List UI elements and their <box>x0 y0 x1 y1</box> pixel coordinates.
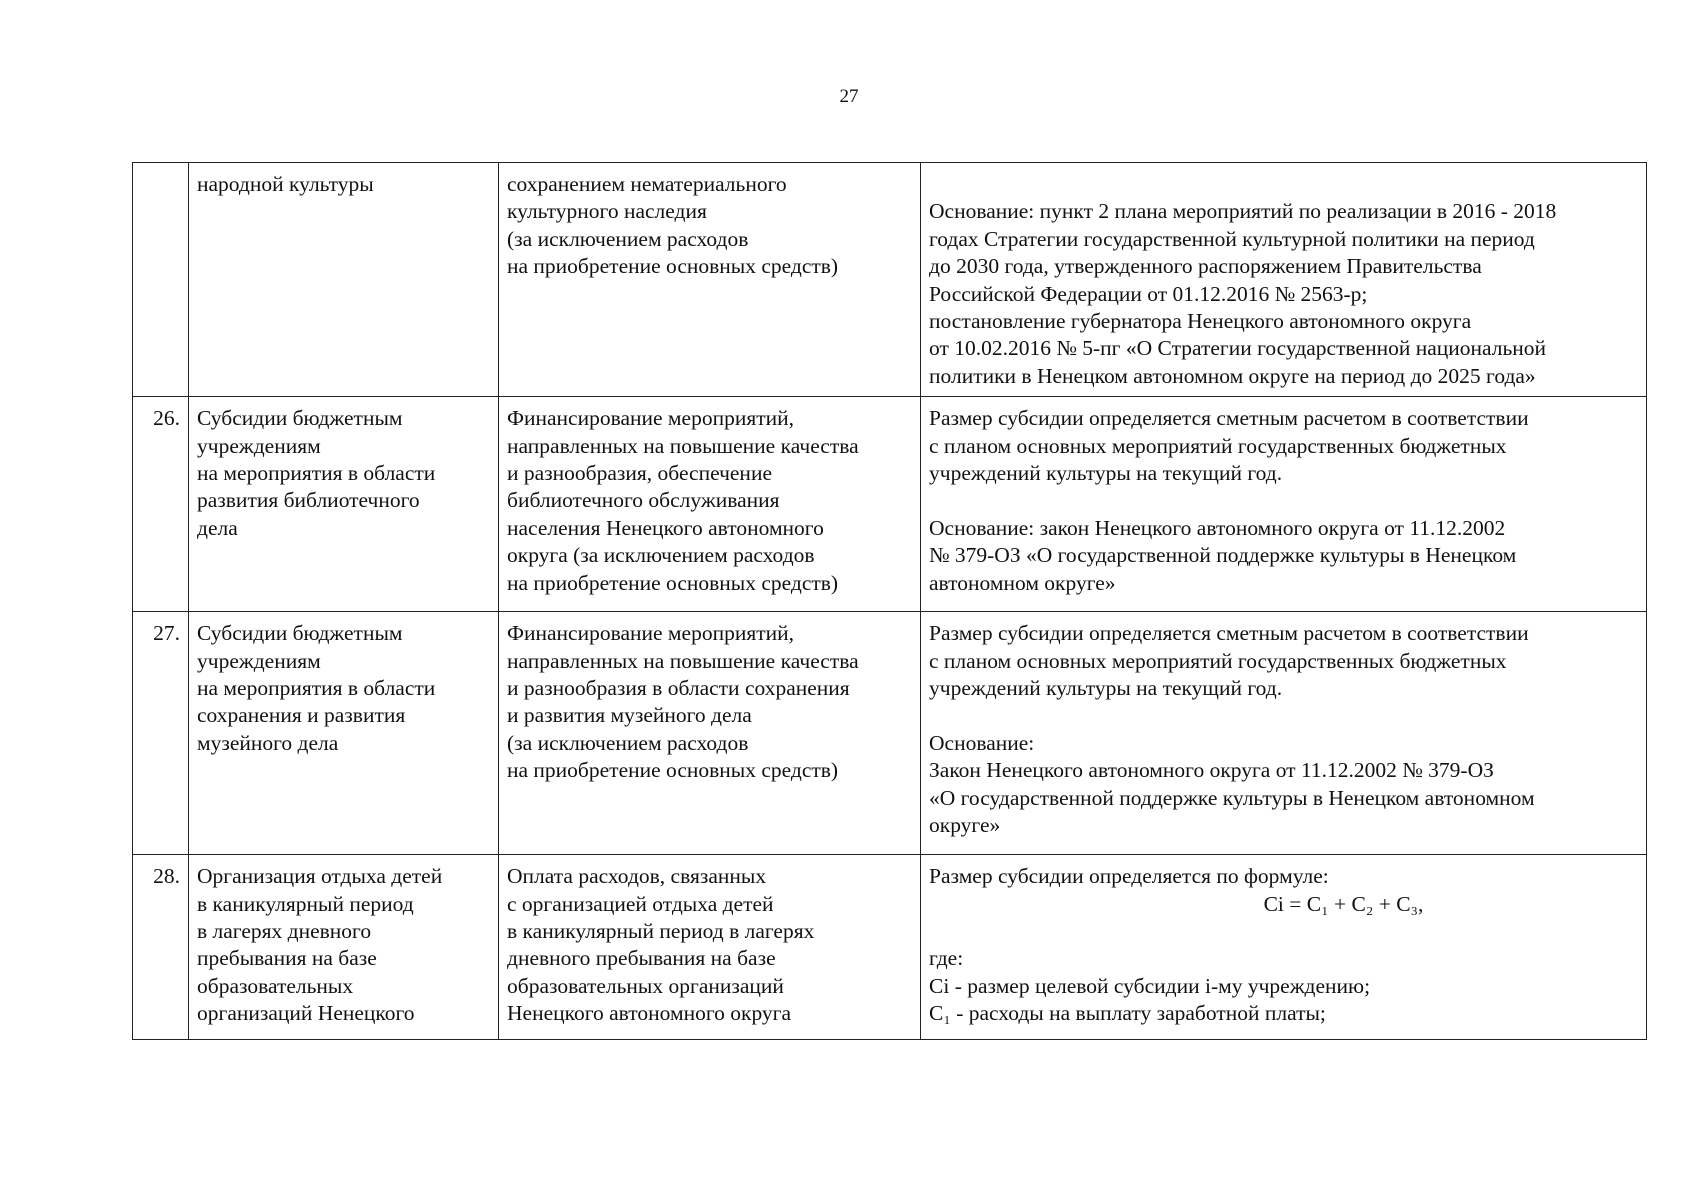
purpose-cell <box>499 612 921 855</box>
text-line: где: <box>929 946 964 971</box>
text-line: на мероприятия в области <box>197 461 436 486</box>
text-line: Основание: закон Ненецкого автономного округа от 11.12.2002 <box>929 515 1506 540</box>
text-line: (за исключением расходов <box>507 226 749 251</box>
text-line: политики в Ненецком автономном округе на период до 2025 года» <box>929 363 1536 388</box>
text-line: с планом основных мероприятий государственных бюджетных <box>929 433 1507 458</box>
text-line: Размер субсидии определяется сметным расчетом в соответствии <box>929 406 1529 431</box>
text-line: автономном округе» <box>929 570 1116 595</box>
text-line: учреждениям <box>197 648 321 673</box>
text-line: сохранением нематериального <box>507 172 787 196</box>
measure-name-cell <box>189 855 499 1040</box>
basis-cell <box>921 397 1647 612</box>
text-line: направленных на повышение качества <box>507 433 859 458</box>
measure-name-cell <box>189 612 499 855</box>
table-row-27 <box>133 612 1647 855</box>
text-line: Российской Федерации от 01.12.2016 № 2563-р; <box>929 281 1368 306</box>
text-line: от 10.02.2016 № 5-пг «О Стратегии государственной национальной <box>929 336 1547 361</box>
text-line: учреждений культуры на текущий год. <box>929 676 1283 701</box>
measure-name-cell <box>189 163 499 397</box>
purpose-cell <box>499 397 921 612</box>
text-line: образовательных организаций <box>507 973 784 998</box>
text-line: учреждений культуры на текущий год. <box>929 461 1283 486</box>
text-line: библиотечного обслуживания <box>507 488 780 513</box>
text-line: № 379-ОЗ «О государственной поддержке культуры в Ненецком <box>929 543 1517 568</box>
subsidy-table <box>132 162 1647 1040</box>
text-line: в каникулярный период в лагерях <box>507 919 815 944</box>
text-line: с организацией отдыха детей <box>507 891 774 916</box>
text-line: народной культуры <box>197 172 374 196</box>
measure-name-cell <box>189 397 499 612</box>
text-line: Размер субсидии определяется по формуле: <box>929 864 1329 889</box>
page-number: 27 <box>839 86 859 107</box>
text-line: на приобретение основных средств) <box>507 758 839 783</box>
table-row-continuation <box>133 163 1647 397</box>
text-line: на мероприятия в области <box>197 676 436 701</box>
text-line: направленных на повышение качества <box>507 648 859 673</box>
text-line: Финансирование мероприятий, <box>507 406 795 431</box>
text-line: населения Ненецкого автономного <box>507 515 824 540</box>
table-row-28 <box>133 855 1647 1040</box>
text-line: Оплата расходов, связанных <box>507 864 767 889</box>
text-line: годах Стратегии государственной культурной политики на период <box>929 226 1535 251</box>
text-line: Основание: пункт 2 плана мероприятий по реализации в 2016 - 2018 <box>929 199 1557 224</box>
text-line: организаций Ненецкого <box>197 1001 415 1026</box>
text-line: и разнообразия, обеспечение <box>507 461 772 486</box>
purpose-cell <box>499 163 921 397</box>
row-number: 26. <box>133 397 189 612</box>
text-line: Финансирование мероприятий, <box>507 621 795 646</box>
text-line: Субсидии бюджетным <box>197 621 403 646</box>
text-line: и развития музейного дела <box>507 703 752 728</box>
text-line: в каникулярный период <box>197 891 414 916</box>
row-number: 27. <box>133 612 189 855</box>
text-line: культурного наследия <box>507 199 707 224</box>
text-line: Закон Ненецкого автономного округа от 11.12.2002 № 379-ОЗ <box>929 758 1494 783</box>
text-line: Ненецкого автономного округа <box>507 1001 792 1026</box>
text-line: Организация отдыха детей <box>197 864 443 889</box>
text-line: округе» <box>929 813 1001 838</box>
text-line: учреждениям <box>197 433 321 458</box>
text-line: Основание: <box>929 730 1035 755</box>
text-line: музейного дела <box>197 730 339 755</box>
text-line: «О государственной поддержке культуры в Ненецком автономном <box>929 785 1535 810</box>
text-line: дневного пребывания на базе <box>507 946 776 971</box>
text-line: с планом основных мероприятий государственных бюджетных <box>929 648 1507 673</box>
purpose-cell <box>499 855 921 1040</box>
subsidy-formula: Ci = C₁ + C₂ + C₃, <box>1263 891 1424 916</box>
text-line: на приобретение основных средств) <box>507 254 839 279</box>
text-line: сохранения и развития <box>197 703 406 728</box>
text-line: образовательных <box>197 973 354 998</box>
text-line: на приобретение основных средств) <box>507 570 839 595</box>
text-line: развития библиотечного <box>197 488 420 513</box>
text-line: округа (за исключением расходов <box>507 543 815 568</box>
basis-cell <box>921 855 1647 1040</box>
text-line: пребывания на базе <box>197 946 377 971</box>
text-line: и разнообразия в области сохранения <box>507 676 850 701</box>
text-line: Размер субсидии определяется сметным расчетом в соответствии <box>929 621 1529 646</box>
text-line: постановление губернатора Ненецкого автономного округа <box>929 309 1472 334</box>
text-line: в лагерях дневного <box>197 919 372 944</box>
text-line: Субсидии бюджетным <box>197 406 403 431</box>
row-number: 28. <box>133 855 189 1040</box>
text-line: Ci - размер целевой субсидии i-му учреждению; <box>929 973 1371 998</box>
row-number <box>133 163 189 397</box>
basis-cell <box>921 163 1647 397</box>
text-line: дела <box>197 515 238 540</box>
text-line: C₁ - расходы на выплату заработной платы; <box>929 1001 1326 1026</box>
basis-cell <box>921 612 1647 855</box>
table-row-26 <box>133 397 1647 612</box>
text-line: (за исключением расходов <box>507 730 749 755</box>
text-line: до 2030 года, утвержденного распоряжением Правительства <box>929 254 1482 279</box>
